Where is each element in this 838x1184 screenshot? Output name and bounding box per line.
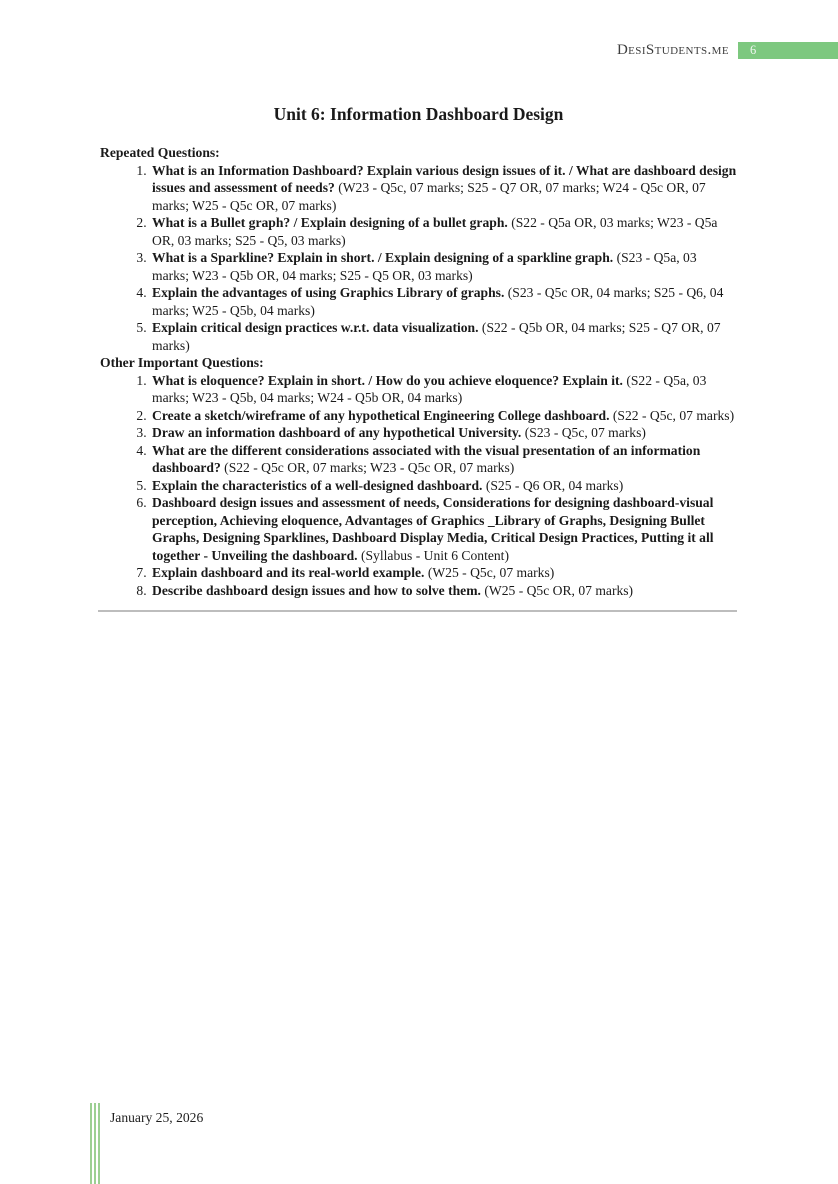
question-item bbox=[150, 319, 737, 354]
question-item bbox=[150, 564, 737, 582]
question-citation: (S22 - Q5b OR, 04 marks; S25 - Q7 OR, 07 marks) bbox=[152, 320, 721, 353]
question-citation: (S23 - Q5c, 07 marks) bbox=[524, 425, 646, 440]
page-number-badge: 6 bbox=[738, 42, 838, 59]
question-item bbox=[150, 372, 737, 407]
question-citation: (W23 - Q5c, 07 marks; S25 - Q7 OR, 07 marks; W24 - Q5c OR, 07 marks; W25 - Q5c OR, 07 marks) bbox=[152, 180, 706, 213]
question-citation: (S23 - Q5c OR, 04 marks; S25 - Q6, 04 marks; W25 - Q5b, 04 marks) bbox=[152, 285, 724, 318]
question-text: Explain the characteristics of a well-designed dashboard. bbox=[152, 477, 483, 493]
question-item bbox=[150, 407, 737, 425]
question-text: Describe dashboard design issues and how to solve them. bbox=[152, 582, 481, 598]
question-citation: (S25 - Q6 OR, 04 marks) bbox=[485, 477, 624, 493]
question-text: What is a Sparkline? Explain in short. / Explain designing of a sparkline graph. bbox=[152, 250, 614, 265]
question-text: What is eloquence? Explain in short. / How do you achieve eloquence? Explain it. bbox=[152, 372, 623, 388]
question-citation: (W25 - Q5c, 07 marks) bbox=[427, 565, 555, 580]
question-text: What is an Information Dashboard? Explain various design issues of it. / What are dashboard design issues and assessment of needs? bbox=[152, 162, 737, 195]
question-item bbox=[150, 249, 737, 284]
question-citation: (Syllabus - Unit 6 Content) bbox=[360, 547, 509, 563]
question-text: Dashboard design issues and assessment of needs, Considerations for designing dashboard-visual perception, Achieving eloquence, Advantages of Graphics _Library of Graphs, Designing Bullet Graphs, Designing Sparklines, Dashboard Display Media, Critical Design Practices, Putting it all together - Unveiling the dashboard. bbox=[152, 495, 714, 563]
question-item bbox=[150, 162, 737, 215]
question-citation: (S22 - Q5a OR, 03 marks; W23 - Q5a OR, 03 marks; S25 - Q5, 03 marks) bbox=[152, 215, 718, 248]
section-heading-repeated-questions: Repeated Questions: bbox=[100, 145, 220, 160]
question-text: Explain dashboard and its real-world example. bbox=[152, 565, 425, 580]
question-citation: (S22 - Q5c OR, 07 marks; W23 - Q5c OR, 07 marks) bbox=[224, 460, 515, 475]
site-name: DesiStudents.me bbox=[616, 41, 729, 58]
question-item bbox=[150, 494, 737, 564]
section-heading-other-important-questions: Other Important Questions: bbox=[100, 355, 264, 370]
repeated-questions-list bbox=[100, 162, 737, 355]
question-citation: (W25 - Q5c OR, 07 marks) bbox=[484, 582, 634, 598]
question-citation: (S22 - Q5a, 03 marks; W23 - Q5b, 04 marks; W24 - Q5b OR, 04 marks) bbox=[152, 372, 707, 405]
footer-date: January 25, 2026 bbox=[110, 1110, 204, 1125]
question-item bbox=[150, 284, 737, 319]
question-item bbox=[150, 214, 737, 249]
question-text: Draw an information dashboard of any hypothetical University. bbox=[152, 425, 522, 440]
question-citation: (S23 - Q5a, 03 marks; W23 - Q5b OR, 04 marks; S25 - Q5 OR, 03 marks) bbox=[152, 250, 697, 283]
question-item bbox=[150, 582, 737, 600]
question-text: Explain the advantages of using Graphics Library of graphs. bbox=[152, 285, 505, 300]
question-citation: (S22 - Q5c, 07 marks) bbox=[612, 407, 735, 423]
question-item bbox=[150, 442, 737, 477]
question-text: What is a Bullet graph? / Explain designing of a bullet graph. bbox=[152, 215, 508, 230]
footer-accent-stripe bbox=[90, 1103, 100, 1184]
question-text: Create a sketch/wireframe of any hypothetical Engineering College dashboard. bbox=[152, 407, 610, 423]
question-text: What are the different considerations associated with the visual presentation of an information dashboard? bbox=[152, 442, 701, 475]
section-end-divider bbox=[98, 610, 737, 612]
question-item bbox=[150, 477, 737, 495]
other-important-questions-list bbox=[100, 372, 737, 600]
page-title: Unit 6: Information Dashboard Design bbox=[273, 104, 564, 124]
question-text: Explain critical design practices w.r.t. data visualization. bbox=[152, 320, 479, 335]
page-header bbox=[617, 41, 838, 59]
question-item bbox=[150, 424, 737, 442]
